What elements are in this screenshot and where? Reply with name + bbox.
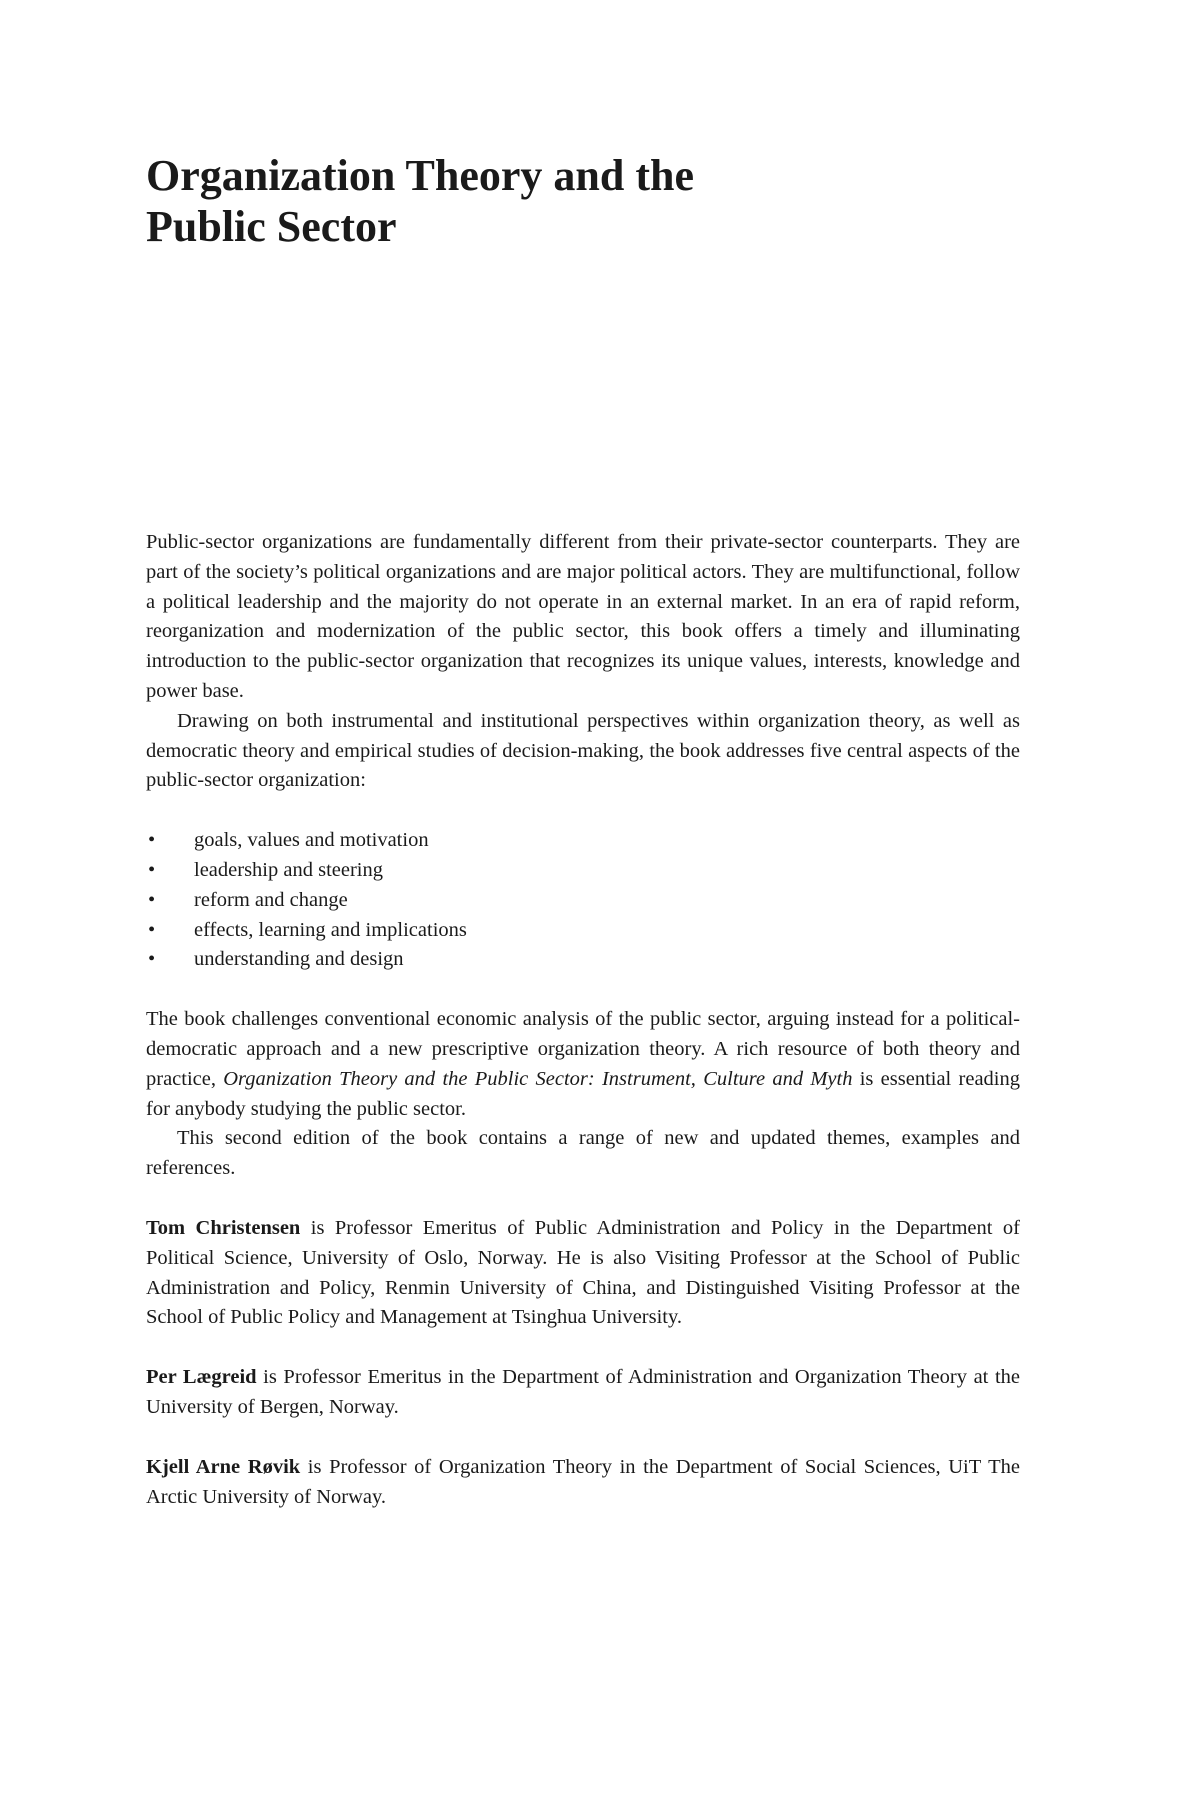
author-name: Tom Christensen [146, 1216, 301, 1239]
closing-text-before: The book challenges conventional economic analysis of the public sector, arguing instead for a political-democratic approach and a new prescriptive organization theory. A rich resource of both theory and practice, [146, 1008, 1020, 1090]
author-bio-christensen [146, 1214, 1020, 1333]
spacer [146, 1184, 1020, 1214]
bullet-icon: • [148, 829, 156, 852]
list-item-text: effects, learning and implications [194, 918, 467, 941]
spacer [146, 1423, 1020, 1453]
closing-paragraph-1 [146, 1005, 1020, 1124]
spacer [146, 975, 1020, 1005]
author-bio-text: is Professor Emeritus in the Department of Administration and Organization Theory at the University of Bergen, Norway. [146, 1366, 1020, 1418]
author-name: Kjell Arne Røvik [146, 1455, 301, 1478]
book-title-line-1: Organization Theory and the [146, 151, 695, 200]
list-item [146, 916, 1020, 946]
bullet-icon: • [148, 858, 156, 881]
list-item-text: goals, values and motivation [194, 829, 429, 852]
list-item [146, 826, 1020, 856]
book-title [146, 150, 1046, 252]
author-name: Per Lægreid [146, 1366, 257, 1389]
list-item [146, 856, 1020, 886]
author-bio-text: is Professor Emeritus of Public Administration and Policy in the Department of Political Science, University of Oslo, Norway. He is also Visiting Professor at the School of Public Administration and Policy, Renmin University of China, and Distinguished Visiting Professor at the School of Public Policy and Management at Tsinghua University. [146, 1216, 1020, 1329]
book-description [146, 528, 1020, 1512]
bullet-icon: • [148, 918, 156, 941]
list-item-text: leadership and steering [194, 858, 383, 881]
bullet-icon: • [148, 888, 156, 911]
author-bio-rovik [146, 1453, 1020, 1513]
bullet-icon: • [148, 948, 156, 971]
list-item [146, 886, 1020, 916]
intro-paragraph-2: Drawing on both instrumental and institutional perspectives within organization theory, as well as democratic theory and empirical studies of decision-making, the book addresses five central aspects of the public-sector organization: [146, 709, 1020, 792]
intro-paragraph-1: Public-sector organizations are fundamentally different from their private-sector counterparts. They are part of the society’s political organizations and are major political actors. They are multifunctional, follow a political leadership and the majority do not operate in an external market. In an era of rapid reform, reorganization and modernization of the public sector, this book offers a timely and illuminating introduction to the public-sector organization that recognizes its unique values, interests, knowledge and power base. [146, 531, 1020, 702]
spacer [146, 796, 1020, 826]
list-item [146, 945, 1020, 975]
author-bio-laegreid [146, 1363, 1020, 1423]
list-item-text: reform and change [194, 888, 348, 911]
spacer [146, 1333, 1020, 1363]
closing-text-after: is essential reading for anybody studying the public sector. [146, 1067, 1020, 1120]
aspects-list [146, 826, 1020, 975]
book-title-line-2: Public Sector [146, 202, 397, 251]
list-item-text: understanding and design [194, 948, 404, 971]
book-title-citation: Organization Theory and the Public Sector: Instrument, Culture and Myth [223, 1067, 853, 1090]
author-bio-text: is Professor of Organization Theory in the Department of Social Sciences, UiT The Arctic University of Norway. [146, 1455, 1020, 1508]
closing-paragraph-2: This second edition of the book contains a range of new and updated themes, examples and references. [146, 1127, 1020, 1180]
